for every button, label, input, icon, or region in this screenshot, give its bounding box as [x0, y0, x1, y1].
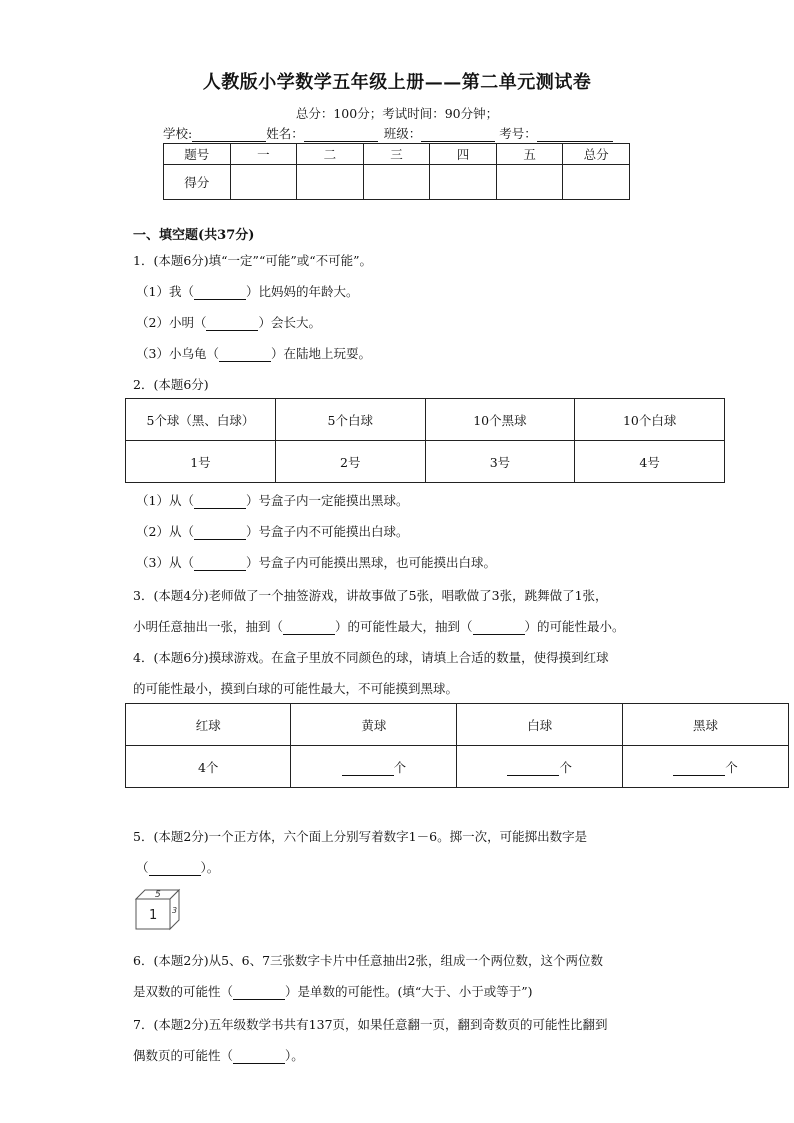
answer-blank[interactable]: [194, 287, 246, 300]
box-number-cell: 3号: [425, 441, 575, 483]
q1-item-1: （1）我（ ）比妈妈的年龄大。: [136, 284, 359, 299]
ball-count-cell: 个: [623, 746, 789, 788]
school-field[interactable]: [192, 128, 266, 142]
score-header-cell: 四: [430, 144, 497, 165]
box-content-cell: 5个球（黑、白球）: [126, 399, 276, 441]
score-header-cell: 题号: [164, 144, 231, 165]
section-heading: 一、填空题(共37分): [133, 228, 255, 243]
answer-blank[interactable]: [194, 558, 246, 571]
answer-blank[interactable]: [473, 622, 525, 635]
q1-item-3: （3）小乌龟（ ）在陆地上玩耍。: [136, 346, 371, 361]
score-cell[interactable]: [230, 165, 297, 200]
cube-top-number: 5: [155, 890, 161, 900]
answer-blank[interactable]: [283, 622, 335, 635]
score-row-label: 得分: [164, 165, 231, 200]
q4-ball-table: [125, 703, 789, 788]
class-field[interactable]: [421, 128, 495, 142]
dice-cube-image: [133, 885, 183, 933]
answer-blank[interactable]: [507, 763, 559, 776]
score-header-cell: 一: [230, 144, 297, 165]
school-label: 学校:: [163, 126, 193, 141]
class-label: 班级：: [383, 126, 422, 141]
exam-subtitle: 总分：100分；考试时间：90分钟；: [295, 106, 499, 121]
answer-blank[interactable]: [673, 763, 725, 776]
box-content-cell: 10个白球: [575, 399, 725, 441]
score-cell[interactable]: [363, 165, 430, 200]
q3-line-2: 小明任意抽出一张，抽到（ ）的可能性最大，抽到（ ）的可能性最小。: [133, 619, 625, 634]
number-field[interactable]: [537, 128, 613, 142]
q4-line-2: 的可能性最小，摸到白球的可能性最大，不可能摸到黑球。: [133, 681, 459, 696]
q1-item-2: （2）小明（ ）会长大。: [136, 315, 321, 330]
score-header-cell: 总分: [563, 144, 630, 165]
page-title: 人教版小学数学五年级上册——第二单元测试卷: [202, 72, 592, 93]
ball-count-cell: 个: [291, 746, 457, 788]
name-label: 姓名：: [266, 126, 304, 141]
answer-blank[interactable]: [219, 349, 271, 362]
score-cell[interactable]: [430, 165, 497, 200]
q7-line-2: 偶数页的可能性（ ）。: [133, 1048, 304, 1063]
ball-count-cell: 4个: [126, 746, 291, 788]
ball-count-cell: 个: [457, 746, 623, 788]
q2-item-1: （1）从（ ）号盒子内一定能摸出黑球。: [136, 493, 409, 508]
ball-header-cell: 白球: [457, 704, 623, 746]
answer-blank[interactable]: [194, 496, 246, 509]
score-cell[interactable]: [297, 165, 364, 200]
ball-header-cell: 红球: [126, 704, 291, 746]
name-field[interactable]: [304, 128, 378, 142]
answer-blank[interactable]: [149, 863, 201, 876]
score-header-cell: 二: [297, 144, 364, 165]
q5-line-2: （ ）。: [136, 860, 220, 875]
ball-header-cell: 黑球: [623, 704, 789, 746]
score-header-cell: 三: [363, 144, 430, 165]
box-number-cell: 1号: [126, 441, 276, 483]
cube-side-number: 3: [172, 906, 178, 915]
score-header-cell: 五: [496, 144, 563, 165]
q2-item-3: （3）从（ ）号盒子内可能摸出黑球，也可能摸出白球。: [136, 555, 496, 570]
box-number-cell: 4号: [575, 441, 725, 483]
q2-item-2: （2）从（ ）号盒子内不可能摸出白球。: [136, 524, 409, 539]
q6-line-2: 是双数的可能性（ ）是单数的可能性。(填“大于、小于或等于”): [133, 984, 533, 999]
score-cell[interactable]: [563, 165, 630, 200]
score-table: [163, 143, 630, 200]
cube-front-number: 1: [149, 908, 158, 923]
score-cell[interactable]: [496, 165, 563, 200]
answer-blank[interactable]: [206, 318, 258, 331]
q2-box-table: [125, 398, 725, 483]
q2-stem: 2．(本题6分): [133, 377, 209, 392]
q4-line-1: 4．(本题6分)摸球游戏。在盒子里放不同颜色的球，请填上合适的数量，使得摸到红球: [133, 650, 609, 665]
ball-header-cell: 黄球: [291, 704, 457, 746]
answer-blank[interactable]: [194, 527, 246, 540]
box-content-cell: 5个白球: [275, 399, 425, 441]
q7-line-1: 7．(本题2分)五年级数学书共有137页，如果任意翻一页，翻到奇数页的可能性比翻到: [133, 1017, 608, 1032]
box-number-cell: 2号: [275, 441, 425, 483]
student-info-line: [163, 124, 613, 142]
q5-line-1: 5．(本题2分)一个正方体，六个面上分别写着数字1－6。掷一次，可能掷出数字是: [133, 829, 588, 844]
q6-line-1: 6．(本题2分)从5、6、7三张数字卡片中任意抽出2张，组成一个两位数，这个两位数: [133, 953, 603, 968]
q1-stem: 1．(本题6分)填“一定”“可能”或“不可能”。: [133, 253, 373, 268]
answer-blank[interactable]: [342, 763, 394, 776]
q3-line-1: 3．(本题4分)老师做了一个抽签游戏，讲故事做了5张，唱歌做了3张，跳舞做了1张，: [133, 588, 608, 603]
number-label: 考号：: [499, 126, 537, 141]
box-content-cell: 10个黑球: [425, 399, 575, 441]
answer-blank[interactable]: [233, 987, 285, 1000]
answer-blank[interactable]: [233, 1051, 285, 1064]
